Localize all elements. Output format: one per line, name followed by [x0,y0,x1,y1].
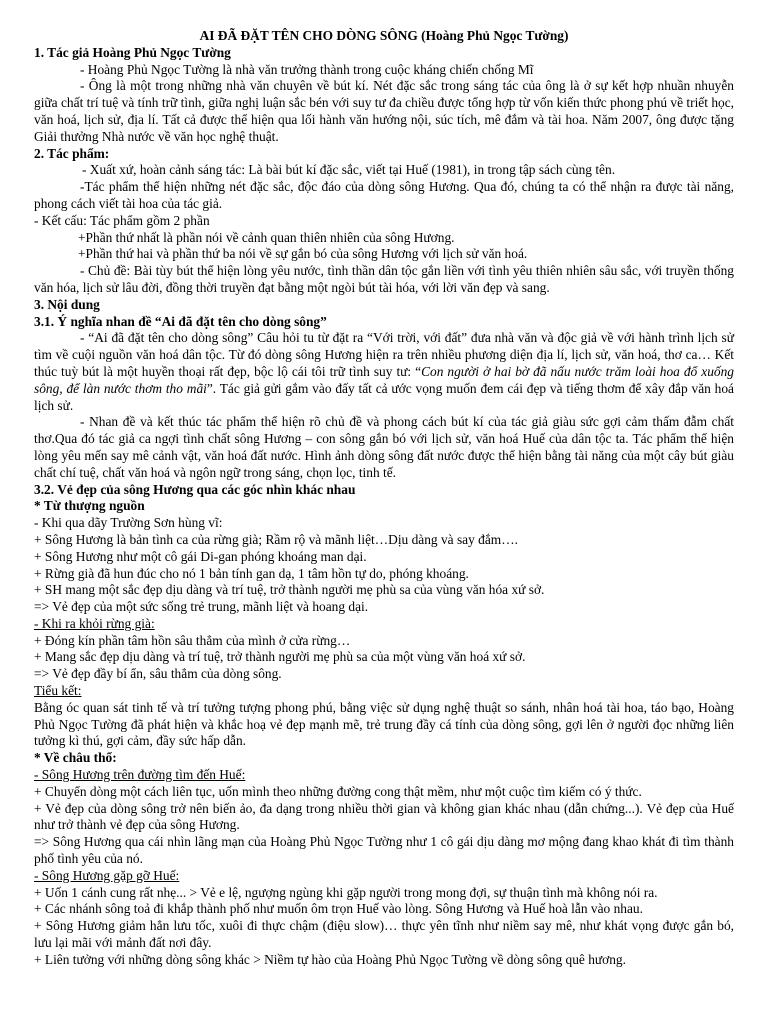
delta-line: => Sông Hương qua cái nhìn lãng mạn của Hoàng Phủ Ngọc Tường như 1 cô gái dịu dàng mơ mộng đang khao khát đi tìm thành phố tình yêu của nó. [34,834,734,867]
upstream-subheading: - Khi ra khỏi rừng già: [34,615,155,631]
section-3-heading: 3. Nội dung [34,296,100,312]
upstream-line: - Khi qua dãy Trường Sơn hùng vĩ: [34,515,223,531]
section-3-1-heading: 3.1. Ý nghĩa nhan đề “Ai đã đặt tên cho dòng sông” [34,313,327,329]
delta-line: + Các nhánh sông toả đi khắp thành phố như muốn ôm trọn Huế vào lòng. Sông Hương và Huế hoà lẫn vào nhau. [34,901,643,917]
work-origin: - Xuất xứ, hoàn cảnh sáng tác: Là bài bút kí đặc sắc, viết tại Huế (1981), in trong tập sách cùng tên. [82,162,616,178]
delta-heading: * Về châu thổ: [34,750,117,766]
author-paragraph-1: - Hoàng Phủ Ngọc Tường là nhà văn trưởng thành trong cuộc kháng chiến chống Mĩ [80,61,534,77]
title-meaning-paragraph-1 [34,330,734,414]
section-2-heading: 2. Tác phẩm: [34,145,110,161]
delta-line: + Sông Hương giảm hẳn lưu tốc, xuôi đi thực chậm (điệu slow)… thực yên tĩnh như niềm say mê, như khát vọng được gắn bó, lưu lại mãi với mảnh đất nơi đây. [34,918,734,951]
title-meaning-text-a: - “Ai đã đặt tên cho dòng sông” Câu hỏi tu từ đặt ra “Với trời, với đất” đưa nhà văn và độc giả về với hành trình lịch sử tìm về cuội nguồn văn hoá dân tộc. Từ đó dòng sông Hương hiện ra trên nhiều phương diện địa lí, lịch sử, văn hoá, thơ ca… Kết thúc tuỳ bút là một huyền thoại rất đẹp, bộc lộ cái tôi trữ tình suy tư: “ [34,330,734,379]
delta-line: + Uốn 1 cánh cung rất nhẹ... > Vẻ e lệ, ngượng ngùng khi gặp người trong mong đợi, sự thuận tình mà không nói ra. [34,884,658,900]
delta-subheading: - Sông Hương gặp gỡ Huế: [34,867,180,883]
upstream-line: => Vẻ đẹp của một sức sống trẻ trung, mãnh liệt và hoang dại. [34,599,369,615]
summary-paragraph: Bằng óc quan sát tinh tế và trí tưởng tượng phong phú, bằng việc sử dụng nghệ thuật so sánh, nhân hoá tài hoa, táo bạo, Hoàng Phủ Ngọc Tường đã phát hiện và khắc hoạ vẻ đẹp mạnh mẽ, trẻ trung đầy cá tính của dòng sông, gợi lên ở người đọc những liên tưởng kì thú, gợi cảm, đầy sức hấp dẫn. [34,699,734,749]
upstream-line: + SH mang một sắc đẹp dịu dàng và trí tuệ, trở thành người mẹ phù sa của vùng văn hóa xứ sở. [34,582,545,598]
delta-line: + Chuyển dòng một cách liên tục, uốn mình theo những đường cong thật mềm, như một cuộc tìm kiếm có ý thức. [34,783,642,799]
work-theme: - Chủ đề: Bài tùy bút thể hiện lòng yêu nước, tình thần dân tộc gắn liền với tình yêu thiên nhiên sâu sắc, với truyền thống văn hóa, lịch sử lâu đời, đồng thời truyền đạt bằng một ngòi bút tài hóa, với lời văn đẹp và sang. [34,263,734,295]
upstream-line: + Sông Hương như một cô gái Di-gan phóng khoáng man dại. [34,548,367,564]
upstream-line: + Mang sắc đẹp dịu dàng và trí tuệ, trở thành người mẹ phù sa của một vùng văn hoá xứ sở. [34,649,526,665]
work-part-2: +Phần thứ hai và phần thứ ba nói về sự gắn bó của sông Hương với lịch sử văn hoá. [78,246,528,262]
upstream-line: + Sông Hương là bản tình ca của rừng già; Rầm rộ và mãnh liệt…Dịu dàng và say đắm…. [34,531,518,547]
author-paragraph-2: - Ông là một trong những nhà văn chuyên về bút kí. Nét đặc sắc trong sáng tác của ông là ở sự kết hợp nhuần nhuyễn giữa chất trí tuệ và tính trữ tình, giữa nghị luận sắc bén với suy tư đa chiều được tổng hợp từ vốn kiến thức phong phú về triết học, văn hoá, lịch sử, địa lí. Tất cả được thể hiện qua lối hành văn hướng nội, súc tích, mê đắm và tài hoa. Năm 2007, ông được tặng Giải thưởng Nhà nước về văn học nghệ thuật. [34,78,734,144]
upstream-heading: * Từ thượng nguồn [34,498,145,514]
section-1-heading: 1. Tác giả Hoàng Phủ Ngọc Tường [34,44,231,60]
upstream-line: + Rừng già đã hun đúc cho nó 1 bản tính gan dạ, 1 tâm hồn tự do, phóng khoáng. [34,565,469,581]
work-features: -Tác phẩm thể hiện những nét đặc sắc, độc đáo của dòng sông Hương. Qua đó, chúng ta có thể nhận ra được tài năng, phong cách viết tài hoa của tác giả. [34,179,734,211]
delta-line: + Vẻ đẹp của dòng sông trở nên biến ảo, đa dạng trong nhiều thời gian và không gian khác nhau (dẫn chứng...). Vẻ đẹp của Huế như trở thành vẻ đẹp của sông Hương. [34,800,734,833]
title-meaning-paragraph-2: - Nhan đề và kết thúc tác phẩm thể hiện rõ chủ đề và phong cách bút kí của tác giả giàu sức gợi cảm thấm đẫm chất thơ.Qua đó tác giả ca ngợi tình chất sông Hương – con sông gắn bó với lịch sử, văn hoá Huế của dân tộc ta. Tác phẩm thể hiện lòng yêu mến say mê cảnh vật, văn hoá đất nước. Hình ảnh dòng sông đất nước được thể hiện bằng tài năng của một cây bút giàu chất chí tuệ, chất văn hoá và ngôn ngữ trong sáng, chọn lọc, tinh tế. [34,414,734,480]
work-structure: - Kết cấu: Tác phẩm gồm 2 phần [34,212,210,228]
title-meaning-quote: Con người ở hai bờ đã nấu nước trăm loài hoa đổ xuống sông, để làn nước thơm tho mãi [34,363,734,396]
upstream-line: => Vẻ đẹp đầy bí ẩn, sâu thẳm của dòng sông. [34,666,282,682]
section-3-2-heading: 3.2. Vẻ đẹp của sông Hương qua các góc nhìn khác nhau [34,481,356,497]
work-part-1: +Phần thứ nhất là phần nói về cảnh quan thiên nhiên của sông Hương. [78,229,455,245]
summary-label: Tiểu kết: [34,683,82,699]
document-title: AI ĐÃ ĐẶT TÊN CHO DÒNG SÔNG (Hoàng Phủ Ngọc Tường) [199,28,569,43]
upstream-line: + Đóng kín phần tâm hồn sâu thẳm của mình ở cửa rừng… [34,632,351,648]
delta-subheading: - Sông Hương trên đường tìm đến Huế: [34,767,246,783]
delta-line: + Liên tưởng với những dòng sông khác > Niềm tự hào của Hoàng Phủ Ngọc Tường về dòng sông quê hương. [34,951,626,967]
title-meaning-text-b: ”. Tác giả gửi gắm vào đấy tất cả ước vọng muốn đem cái đẹp và tiếng thơm để xây đắp văn hoá lịch sử. [34,380,734,413]
